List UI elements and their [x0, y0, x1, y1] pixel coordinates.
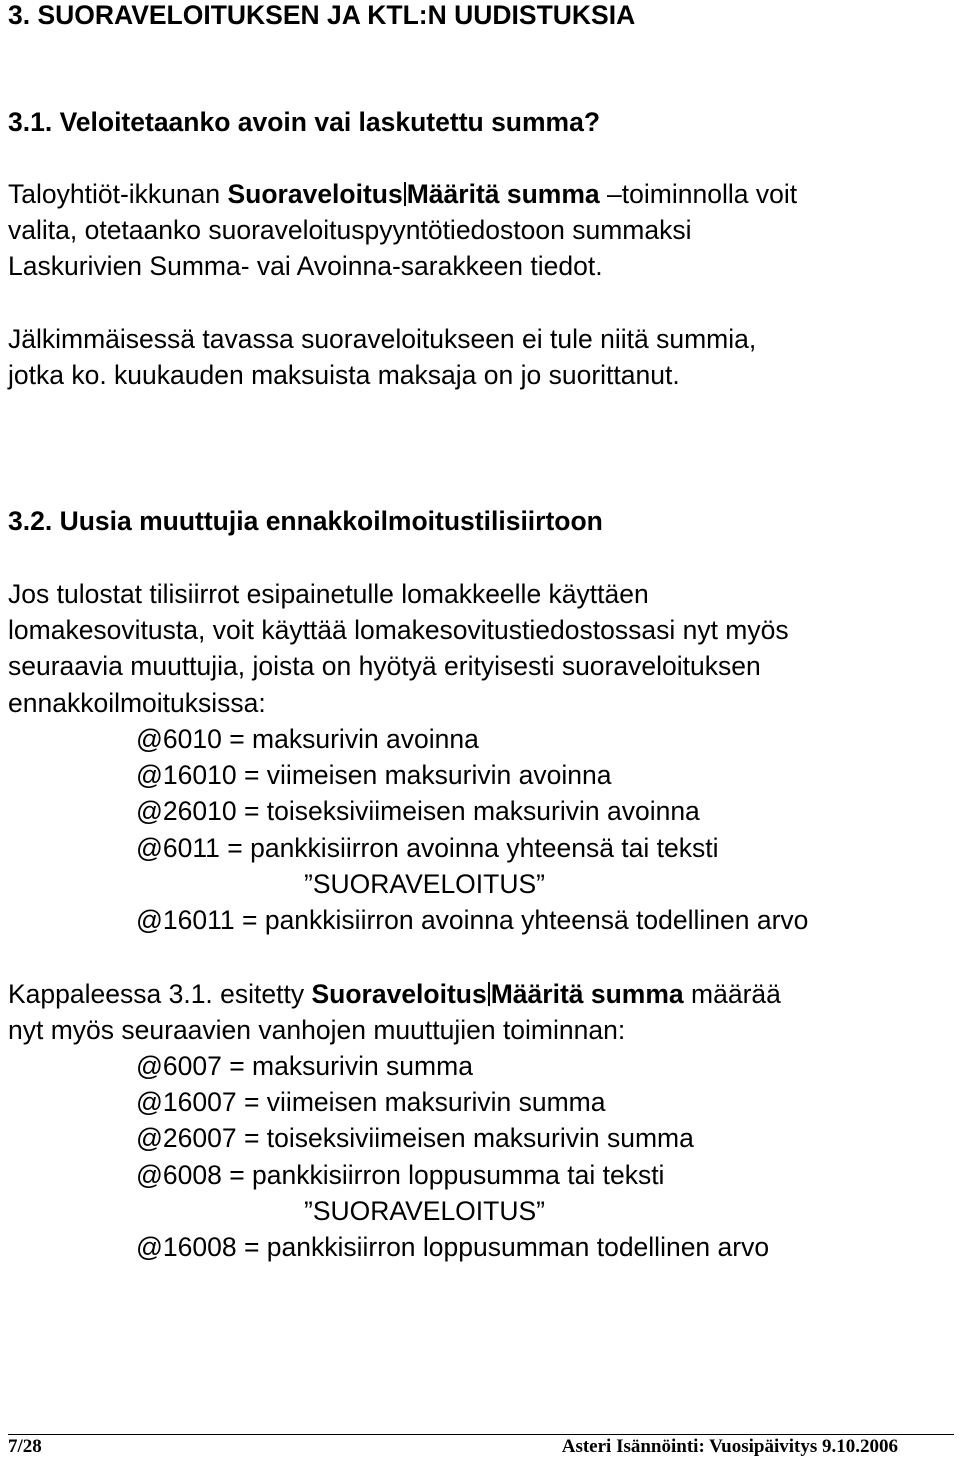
variable-item: @16011 = pankkisiirron avoinna yhteensä todellinen arvo [136, 905, 809, 936]
paragraph-line: Jälkimmäisessä tavassa suoraveloitukseen ei tule niitä summia, [8, 324, 757, 354]
variable-item: @6007 = maksurivin summa [136, 1051, 473, 1081]
text-span: Taloyhtiöt-ikkunan [8, 179, 228, 209]
menu-path-separator [404, 182, 406, 206]
paragraph-line: lomakesovitusta, voit käyttää lomakesovitustiedostossasi nyt myös [8, 615, 789, 646]
variable-item-continuation: ”SUORAVELOITUS” [304, 1195, 545, 1226]
variable-item: @16007 = viimeisen maksurivin summa [136, 1087, 606, 1118]
paragraph-new-variables-intro [8, 576, 789, 721]
variable-item: @16008 = pankkisiirron loppusumman todellinen arvo [136, 1232, 770, 1263]
footer-divider [8, 1434, 954, 1435]
paragraph-latter-option [8, 321, 756, 393]
text-span: Kappaleessa 3.1. esitetty [8, 979, 312, 1009]
paragraph-line: valita, otetaanko suoraveloituspyyntötiedostoon summaksi [8, 215, 692, 246]
paragraph-sum-selection [8, 176, 797, 285]
variable-item: @16010 = viimeisen maksurivin avoinna [136, 760, 612, 791]
variable-item: @26007 = toiseksiviimeisen maksurivin summa [136, 1123, 694, 1154]
variable-item-continuation: ”SUORAVELOITUS” [304, 868, 545, 899]
paragraph-line: Laskurivien Summa- vai Avoinna-sarakkeen tiedot. [8, 251, 603, 282]
paragraph-line: ennakkoilmoituksissa: [8, 687, 266, 718]
footer-title: Asteri Isännöinti: Vuosipäivitys 9.10.2006 [561, 1436, 898, 1457]
paragraph-line [8, 176, 797, 212]
paragraph-line: seuraavia muuttujia, joista on hyötyä erityisesti suoraveloituksen [8, 651, 761, 682]
page-number: 7/28 [8, 1436, 42, 1457]
paragraph-line [8, 976, 781, 1012]
text-span: –toiminnolla voit [599, 179, 798, 209]
menu-path-maarita-summa: Määritä summa [490, 979, 684, 1009]
paragraph-line: jotka ko. kuukauden maksuista maksaja on jo suorittanut. [8, 360, 680, 391]
variable-item: @6011 = pankkisiirron avoinna yhteensä tai teksti [136, 832, 719, 863]
variable-item: @26010 = toiseksiviimeisen maksurivin avoinna [136, 796, 700, 827]
section-heading-3-1: 3.1. Veloitetaanko avoin vai laskutettu summa? [8, 107, 601, 137]
menu-path-suoraveloitus: Suoraveloitus [227, 179, 403, 209]
paragraph-line: Jos tulostat tilisiirrot esipainetulle lomakkeelle käyttäen [8, 579, 649, 609]
old-variables-list [136, 1048, 769, 1265]
text-span: määrää [683, 979, 781, 1009]
section-heading-3: 3. SUORAVELOITUKSEN JA KTL:N UUDISTUKSIA [8, 0, 636, 30]
menu-path-separator [488, 982, 490, 1006]
menu-path-maarita-summa: Määritä summa [406, 179, 600, 209]
paragraph-line: nyt myös seuraavien vanhojen muuttujien toiminnan: [8, 1015, 626, 1046]
variable-item: @6008 = pankkisiirron loppusumma tai teksti [136, 1159, 665, 1190]
paragraph-old-variables-intro [8, 976, 781, 1048]
variable-item: @6010 = maksurivin avoinna [136, 724, 479, 754]
menu-path-suoraveloitus: Suoraveloitus [311, 979, 487, 1009]
new-variables-list [136, 721, 808, 938]
section-heading-3-2: 3.2. Uusia muuttujia ennakkoilmoitustilisiirtoon [8, 506, 603, 536]
